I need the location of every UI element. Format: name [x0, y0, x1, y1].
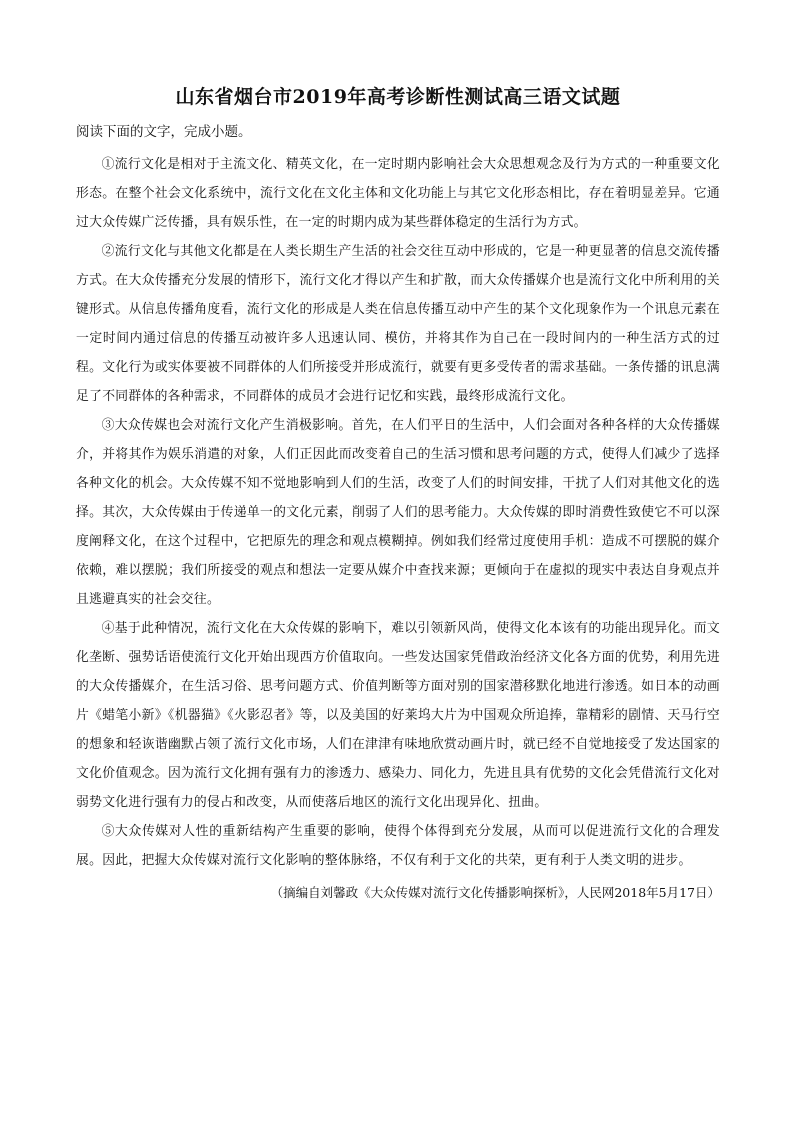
paragraph-3: ③大众传媒也会对流行文化产生消极影响。首先，在人们平日的生活中，人们会面对各种各样的大众传播媒介，并将其作为娱乐消遣的对象，人们正因此而改变着自己的生活习惯和思考问题的方式，使得人们减少了选择各种文化的机会。大众传媒不知不觉地影响到人们的生活，改变了人们的时间安排，干扰了人们对其他文化的选择。其次，大众传媒由于传递单一的文化元素，削弱了人们的思考能力。大众传媒的即时消费性致使它不可以深度阐释文化，在这个过程中，它把原先的理念和观点模糊掉。例如我们经常过度使用手机：造成不可摆脱的媒介依赖，难以摆脱；我们所接受的观点和想法一定要从媒介中查找来源；更倾向于在虚拟的现实中表达自身观点并且逃避真实的社会交往。: [76, 418, 720, 607]
paragraph-5: ⑤大众传媒对人性的重新结构产生重要的影响，使得个体得到充分发展，从而可以促进流行文化的合理发展。因此，把握大众传媒对流行文化影响的整体脉络，不仅有利于文化的共荣，更有利于人类文明的进步。: [76, 824, 720, 868]
paragraph-4: ④基于此种情况，流行文化在大众传媒的影响下，难以引领新风尚，使得文化本该有的功能出现异化。而文化垄断、强势话语使流行文化开始出现西方价值取向。一些发达国家凭借政治经济文化各方面的优势，利用先进的大众传播媒介，在生活习俗、思考问题方式、价值判断等方面对别的国家潜移默化地进行渗透。如日本的动画片《蜡笔小新》《机器猫》《火影忍者》等，以及美国的好莱坞大片为中国观众所追捧，靠精彩的剧情、天马行空的想象和轻诙谐幽默占领了流行文化市场，人们在津津有味地欣赏动画片时，就已经不自觉地接受了发达国家的文化价值观念。因为流行文化拥有强有力的渗透力、感染力、同化力，先进且具有优势的文化会凭借流行文化对弱势文化进行强有力的侵占和改变，从而使落后地区的流行文化出现异化、扭曲。: [76, 621, 720, 810]
document-title: 山东省烟台市2019年高考诊断性测试高三语文试题: [175, 86, 621, 108]
document-page: [76, 84, 720, 907]
paragraph-1: ①流行文化是相对于主流文化、精英文化，在一定时期内影响社会大众思想观念及行为方式的一种重要文化形态。在整个社会文化系统中，流行文化在文化主体和文化功能上与其它文化形态相比，存在着明显差异。它通过大众传媒广泛传播，具有娱乐性，在一定的时期内成为某些群体稳定的生活行为方式。: [76, 157, 720, 230]
source-citation: （摘编自刘馨政《大众传媒对流行文化传播影响探析》，人民网2018年5月17日）: [270, 885, 720, 900]
paragraph-2: ②流行文化与其他文化都是在人类长期生产生活的社会交往互动中形成的，它是一种更显著的信息交流传播方式。在大众传播充分发展的情形下，流行文化才得以产生和扩散，而大众传播媒介也是流行文化中所利用的关键形式。从信息传播角度看，流行文化的形成是人类在信息传播互动中产生的某个文化现象作为一个讯息元素在一定时间内通过信息的传播互动被许多人迅速认同、模仿，并将其作为自己在一段时间内的一种生活方式的过程。文化行为或实体要被不同群体的人们所接受并形成流行，就要有更多受传者的需求基础。一条传播的讯息满足了不同群体的各种需求，不同群体的成员才会进行记忆和实践，最终形成流行文化。: [76, 244, 720, 404]
reading-instruction: 阅读下面的文字，完成小题。: [76, 124, 252, 140]
